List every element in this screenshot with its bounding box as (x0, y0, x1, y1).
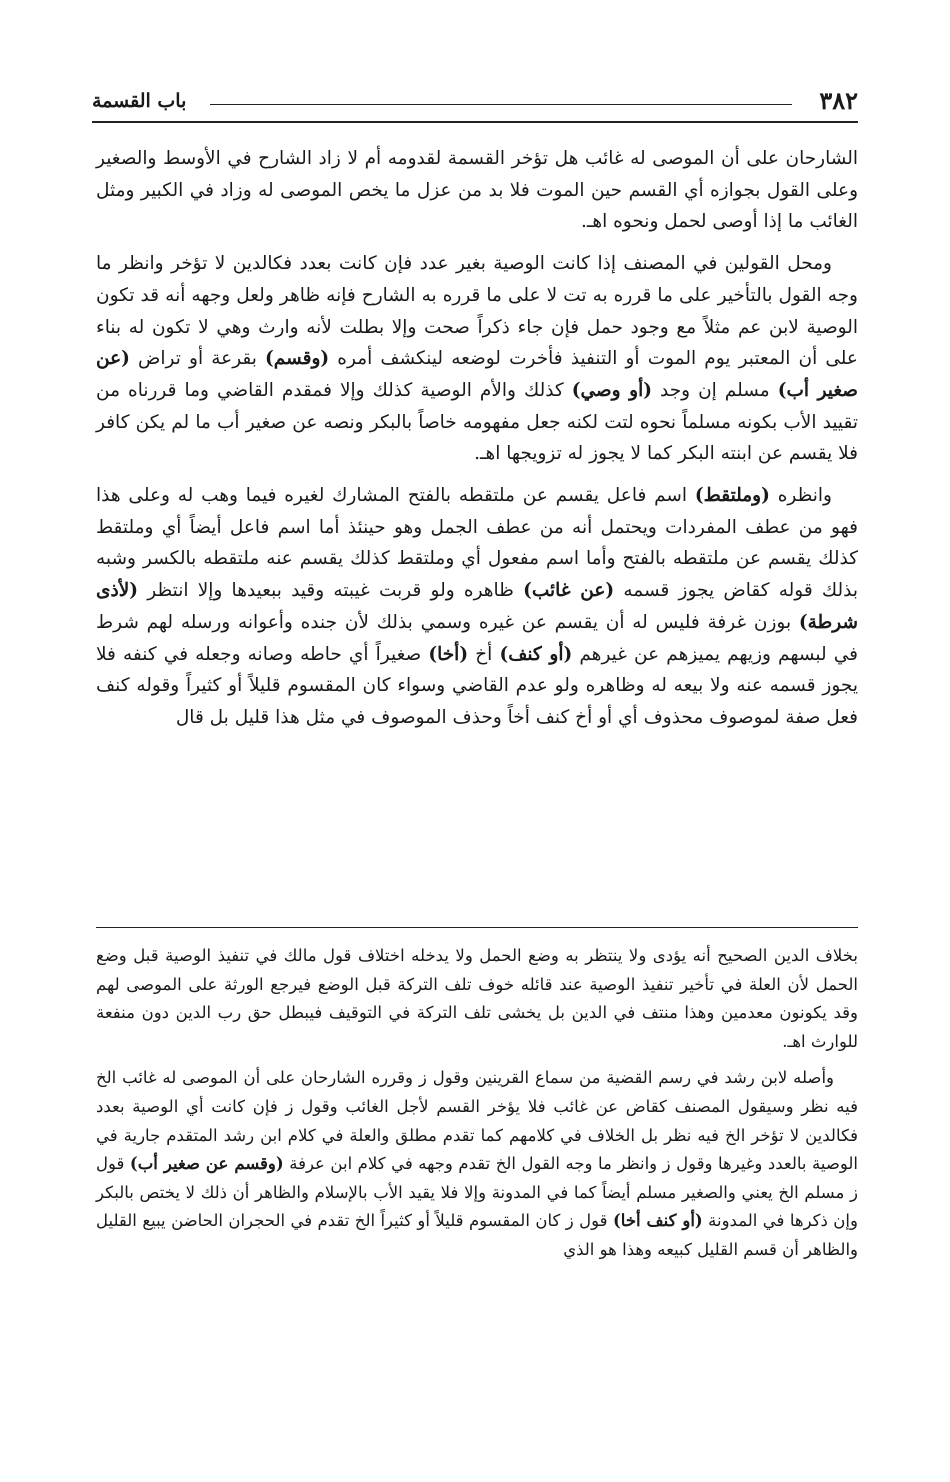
chapter-title: باب القسمة (92, 90, 187, 112)
bold-term: (أخا) (428, 643, 469, 665)
main-paragraph-1 (96, 143, 858, 238)
text-segment: قول ز كان المقسوم قليلاً أو كثيراً الخ تقدم في الحجران الحاضن يبيع القليل والظاهر أن قسم القليل كبيعه وهذا هو الذي (96, 1211, 858, 1259)
footnote-rule (96, 927, 858, 928)
bold-term: (أو كنف أخا) (612, 1211, 703, 1231)
bold-term: (وملتقط) (694, 485, 770, 507)
header-rule (92, 121, 858, 123)
bold-term: (أو كنف) (499, 643, 573, 665)
footnote-paragraph-1 (96, 942, 858, 1056)
main-text (96, 143, 858, 744)
page-header (92, 86, 858, 116)
text-segment: صغيراً أي حاطه وصانه وجعله في كنفه فلا يجوز قسمه عنه ولا بيعه له وظاهره ولو عدم القاضي وسواء كان المقسوم قليلاً أو كثيراً وقوله كنف فعل صفة لموصوف محذوف أي أو أخ كنف أخاً وحذف الموصوف في مثل هذا قليل بل قال (96, 643, 858, 728)
bold-term: (عن صغير أب) (96, 348, 858, 401)
text-segment: الشارحان على أن الموصى له غائب هل تؤخر القسمة لقدومه أم لا زاد الشارح في الأوسط والصغير وعلى القول بجوازه أي القسم حين الموت فلا بد من عزل ما يخص الموصى له وزاد في الكبير ومثل الغائب ما إذا أوصى لحمل ونحوه اهـ. (96, 148, 858, 233)
bold-term: (وقسم) (265, 348, 330, 370)
footnote-paragraph-2 (96, 1064, 858, 1264)
footnotes (96, 942, 858, 1273)
text-segment: بخلاف الدين الصحيح أنه يؤدى ولا ينتظر به وضع الحمل ولا يدخله اختلاف قول مالك في تنفيذ الوصية قبل وضع الحمل لأن العلة في تأخير تنفيذ الوصية عند قائله خوف تلف التركة قبل الوضع فيرجع الورثة على الموصى لهم وقد يكونون معدمين وهذا منتف في الدين بل يخشى تلف التركة في التوقيف فيبطل حق رب الدين دون منفعة للوارث اهـ. (96, 946, 858, 1051)
bold-term: (عن غائب) (523, 580, 615, 602)
text-segment: ومحل القولين في المصنف إذا كانت الوصية بغير عدد فإن كانت بعدد فكالدين لا تؤخر وانظر ما وجه القول بالتأخير على ما قرره به تت لا على ما قرره به الشارح فإنه ظاهر ولعل وجهه أنه قد تكون الوصية لابن عم مثلاً مع وجود حمل فإن جاء ذكراً صحت وإلا بطلت لأنه وارث وهي لا تكون له بناء على أن المعتبر يوم الموت أو التنفيذ فأخرت لوضعه لينكشف أمره (96, 253, 858, 370)
text-segment: وأصله لابن رشد في رسم القضية من سماع القرينين وقول ز وقرره الشارحان على أن الموصى له غائب الخ فيه نظر وسيقول المصنف كقاض عن غائب فلا يؤخر القسم لأجل الغائب وقول ز فإن كانت أي الوصية بعدد فكالدين لا تؤخر الخ فيه نظر بل الخلاف في كلامهم كما تقدم مطلق والعلة في كلام ابن رشد المتقدم جارية في الوصية بالعدد وغيرها وقول ز وانظر ما وجه القول الخ تقدم وجهه في كلام ابن عرفة (96, 1068, 859, 1174)
text-segment: كذلك والأم الوصية كذلك وإلا فمقدم القاضي وما قررناه من تقييد الأب بكونه مسلماً نحوه لتت لكنه جعل مفهومه خاصاً بالبكر ونصه عن صغير أب ما لم يكن كافر فلا يقسم عن ابنته البكر كما لا يجوز له تزويجها اهـ. (96, 379, 858, 465)
bold-term: (وقسم عن صغير أب) (129, 1154, 284, 1174)
main-paragraph-2 (96, 248, 858, 470)
text-segment: مسلم إن وجد (659, 379, 770, 401)
text-segment: قول ز مسلم الخ يعني والصغير مسلم أيضاً كما في المدونة وإلا فلا يقيد الأب بالإسلام والظاهر أن ذلك لا يختص بالبكر وإن ذكرها في المدونة (96, 1154, 858, 1231)
text-segment: أخ (475, 643, 493, 665)
text-segment: ظاهره ولو قربت غيبته وقيد ببعيدها وإلا انتظر (147, 580, 514, 602)
text-segment: بقرعة أو تراض (138, 348, 257, 370)
main-paragraph-3 (96, 480, 858, 734)
bold-term: (أو وصي) (571, 379, 652, 401)
text-segment: اسم فاعل يقسم عن ملتقطه بالفتح المشارك لغيره فيما وهب له وعلى هذا فهو من عطف المفردات ويحتمل أنه من عطف الجمل وهو حينئذ أما اسم فاعل أيضاً أي وملتقط كذلك يقسم عن ملتقطه بالفتح وأما اسم مفعول أي وملتقط كذلك يقسم عنه ملتقطه بالكسر وشبه بذلك قوله كقاض يجوز قسمه (96, 485, 858, 602)
page-number: ٣٨٢ (819, 86, 858, 115)
bold-term: (لأذى شرطة) (96, 580, 858, 633)
text-segment: وانظره (777, 485, 832, 507)
header-line (210, 104, 792, 105)
text-segment: بوزن غرفة فليس له أن يقسم عن غيره وسمي بذلك لأن جنده وأعوانه ورسله لهم شرط في لبسهم وزيهم يميزهم عن غيرهم (96, 611, 859, 665)
